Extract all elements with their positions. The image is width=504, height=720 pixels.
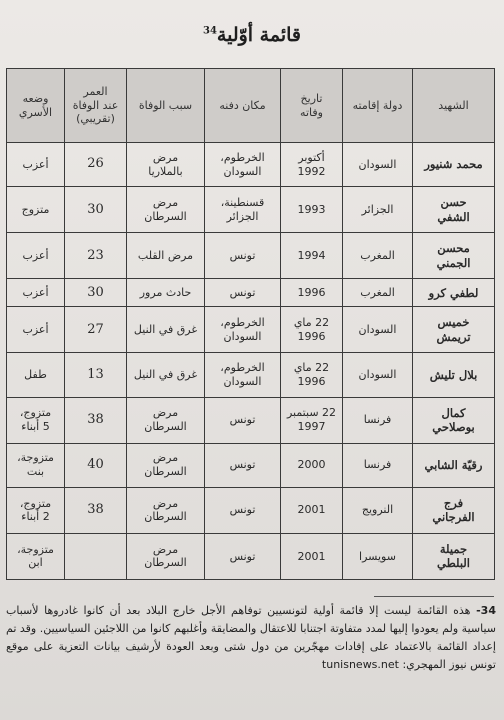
cell-country: سويسرا [343, 533, 413, 579]
table-row [7, 279, 495, 307]
cell-family-status: أعزب [7, 307, 65, 353]
cell-cause: مرض السرطان [127, 187, 205, 233]
cell-burial-place: الخرطوم، السودان [205, 353, 281, 397]
cell-martyr: بلال تليش [413, 353, 495, 397]
cell-family-status: متزوجة، ابن [7, 533, 65, 579]
footnote-number: 34- [476, 604, 496, 617]
table-row [7, 443, 495, 487]
cell-family-status: متزوجة، بنت [7, 443, 65, 487]
cell-age [65, 533, 127, 579]
cell-burial-place: تونس [205, 279, 281, 307]
cell-family-status: متزوج، 5 أبناء [7, 397, 65, 443]
cell-cause: مرض السرطان [127, 533, 205, 579]
cell-country: فرنسا [343, 397, 413, 443]
header-family-status: وضعه الأسري [7, 69, 65, 143]
cell-martyr: فرج الفرجاني [413, 487, 495, 533]
header-death-date: تاريخ وفاته [281, 69, 343, 143]
cell-death-date: 2001 [281, 533, 343, 579]
footnote-reference: 34 [202, 25, 217, 37]
cell-age: 13 [65, 353, 127, 397]
cell-age: 30 [65, 279, 127, 307]
cell-martyr: كمال بوصلاحي [413, 397, 495, 443]
cell-martyr: لطفي كرو [413, 279, 495, 307]
cell-cause: مرض السرطان [127, 487, 205, 533]
table-row [7, 187, 495, 233]
cell-cause: مرض القلب [127, 233, 205, 279]
table-row [7, 233, 495, 279]
footnote-divider [374, 596, 494, 597]
cell-martyr: حسن الشفي [413, 187, 495, 233]
table-row [7, 487, 495, 533]
cell-cause: حادث مرور [127, 279, 205, 307]
header-cause: سبب الوفاة [127, 69, 205, 143]
cell-burial-place: الخرطوم، السودان [205, 307, 281, 353]
table-row [7, 533, 495, 579]
table-row [7, 397, 495, 443]
page-title [0, 24, 504, 46]
cell-burial-place: تونس [205, 443, 281, 487]
cell-age: 40 [65, 443, 127, 487]
cell-age: 27 [65, 307, 127, 353]
cell-cause: مرض بالملاريا [127, 143, 205, 187]
cell-family-status: أعزب [7, 233, 65, 279]
cell-death-date: 22 ماي 1996 [281, 353, 343, 397]
header-martyr: الشهيد [413, 69, 495, 143]
cell-age: 38 [65, 397, 127, 443]
cell-burial-place: الخرطوم، السودان [205, 143, 281, 187]
cell-family-status: طفل [7, 353, 65, 397]
cell-family-status: متزوج، 2 أبناء [7, 487, 65, 533]
header-age: العمر عند الوفاة (تقريبي) [65, 69, 127, 143]
cell-death-date: 1996 [281, 279, 343, 307]
header-burial-place: مكان دفنه [205, 69, 281, 143]
cell-death-date: 2001 [281, 487, 343, 533]
cell-death-date: 22 سبتمبر 1997 [281, 397, 343, 443]
cell-country: فرنسا [343, 443, 413, 487]
table-row [7, 353, 495, 397]
cell-cause: غرق في النيل [127, 353, 205, 397]
cell-country: المغرب [343, 233, 413, 279]
cell-country: المغرب [343, 279, 413, 307]
cell-death-date: 1993 [281, 187, 343, 233]
cell-burial-place: تونس [205, 233, 281, 279]
table-header-row [7, 69, 495, 143]
cell-burial-place: تونس [205, 397, 281, 443]
table-row [7, 143, 495, 187]
cell-country: السودان [343, 143, 413, 187]
cell-country: السودان [343, 307, 413, 353]
cell-age: 30 [65, 187, 127, 233]
cell-death-date: 2000 [281, 443, 343, 487]
cell-burial-place: تونس [205, 533, 281, 579]
cell-family-status: أعزب [7, 143, 65, 187]
cell-country: الجزائر [343, 187, 413, 233]
cell-martyr: محمد شنيور [413, 143, 495, 187]
table-row [7, 307, 495, 353]
footnote [6, 602, 496, 674]
martyrs-table [6, 68, 495, 580]
cell-burial-place: تونس [205, 487, 281, 533]
cell-age: 26 [65, 143, 127, 187]
title-text: قائمة أوّلية [216, 24, 302, 46]
cell-family-status: أعزب [7, 279, 65, 307]
cell-death-date: 22 ماي 1996 [281, 307, 343, 353]
cell-martyr: خميس تريمش [413, 307, 495, 353]
cell-death-date: أكتوبر 1992 [281, 143, 343, 187]
header-country: دولة إقامته [343, 69, 413, 143]
cell-family-status: متزوج [7, 187, 65, 233]
cell-cause: غرق في النيل [127, 307, 205, 353]
footnote-text: هذه القائمة ليست إلا قائمة أولية لتونسيين توفاهم الأجل خارج البلاد بعد أن كانوا غادروها لأسباب سياسية ولم يعودوا إليها لمدد متفاوتة اجتنابا للاعتقال والمضايقة وأغلبهم كانوا من اللاجئين السياسيين. وقد تم إعداد القائمة بالاعتماد على إفادات مهجّرين من دول شتى وبعد العودة لأرشيف بيانات التعزية على موقع تونس نيوز المهجري: tunisnews.net [6, 604, 496, 671]
cell-martyr: محسن الجمني [413, 233, 495, 279]
cell-country: السودان [343, 353, 413, 397]
cell-burial-place: قسنطينة، الجزائر [205, 187, 281, 233]
cell-country: النرويج [343, 487, 413, 533]
cell-cause: مرض السرطان [127, 443, 205, 487]
cell-martyr: رقيّة الشابي [413, 443, 495, 487]
cell-death-date: 1994 [281, 233, 343, 279]
cell-age: 38 [65, 487, 127, 533]
cell-cause: مرض السرطان [127, 397, 205, 443]
cell-age: 23 [65, 233, 127, 279]
cell-martyr: جميلة البلطي [413, 533, 495, 579]
